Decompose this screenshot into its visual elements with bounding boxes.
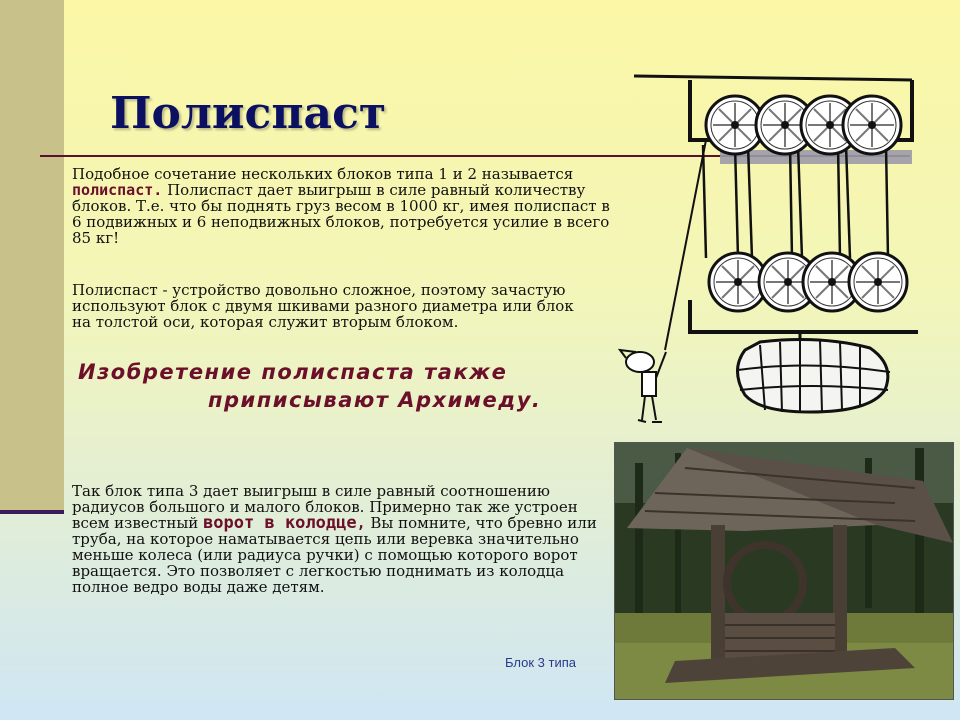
para1-text-a: Подобное сочетание нескольких блоков типа 1 и 2 называется [72, 165, 574, 183]
para3-text-b: Вы помните, что бревно или труба, на которое наматывается цепь или веревка значительно меньше колеса (или радиуса ручки) с помощью которого ворот вращается. Это позволяет с легкостью поднимать из колодца полное ведро воды даже детям. [72, 514, 597, 596]
slide-title: Полиспаст [110, 88, 387, 139]
para3-text-a: Так блок типа 3 дает выигрыш в силе равный соотношению радиусов большого и малого блоков. Примерно так же устроен всем известный [72, 482, 578, 532]
well-windlass-photo-icon [614, 442, 954, 700]
photo-caption: Блок 3 типа [505, 655, 576, 670]
term-windlass: ворот в колодце [203, 513, 357, 533]
invention-line2: приписывают Архимеду. [208, 388, 542, 412]
side-band [0, 0, 64, 512]
para1-text-b: Полиспаст дает выигрыш в силе равный количеству блоков. Т.е. что бы поднять груз весом в 1000 кг, имея полиспаст в 6 подвижных и 6 неподвижных блоков, потребуется усилие в всего 85 кг! [72, 181, 610, 247]
paragraph-polyspast [72, 166, 612, 246]
term-polyspast: полиспаст. [72, 181, 163, 199]
side-rule [0, 510, 64, 514]
paragraph-windlass [72, 483, 617, 595]
paragraph-device: Полиспаст - устройство довольно сложное, поэтому зачастую используют блок с двумя шкивами разного диаметра или блок на толстой оси, которая служит вторым блоком. [72, 281, 574, 331]
invention-note [78, 358, 541, 414]
pulley-system-drawing-icon [618, 72, 918, 432]
para3-comma: , [356, 514, 366, 532]
invention-line1: Изобретение полиспаста также [78, 360, 508, 384]
